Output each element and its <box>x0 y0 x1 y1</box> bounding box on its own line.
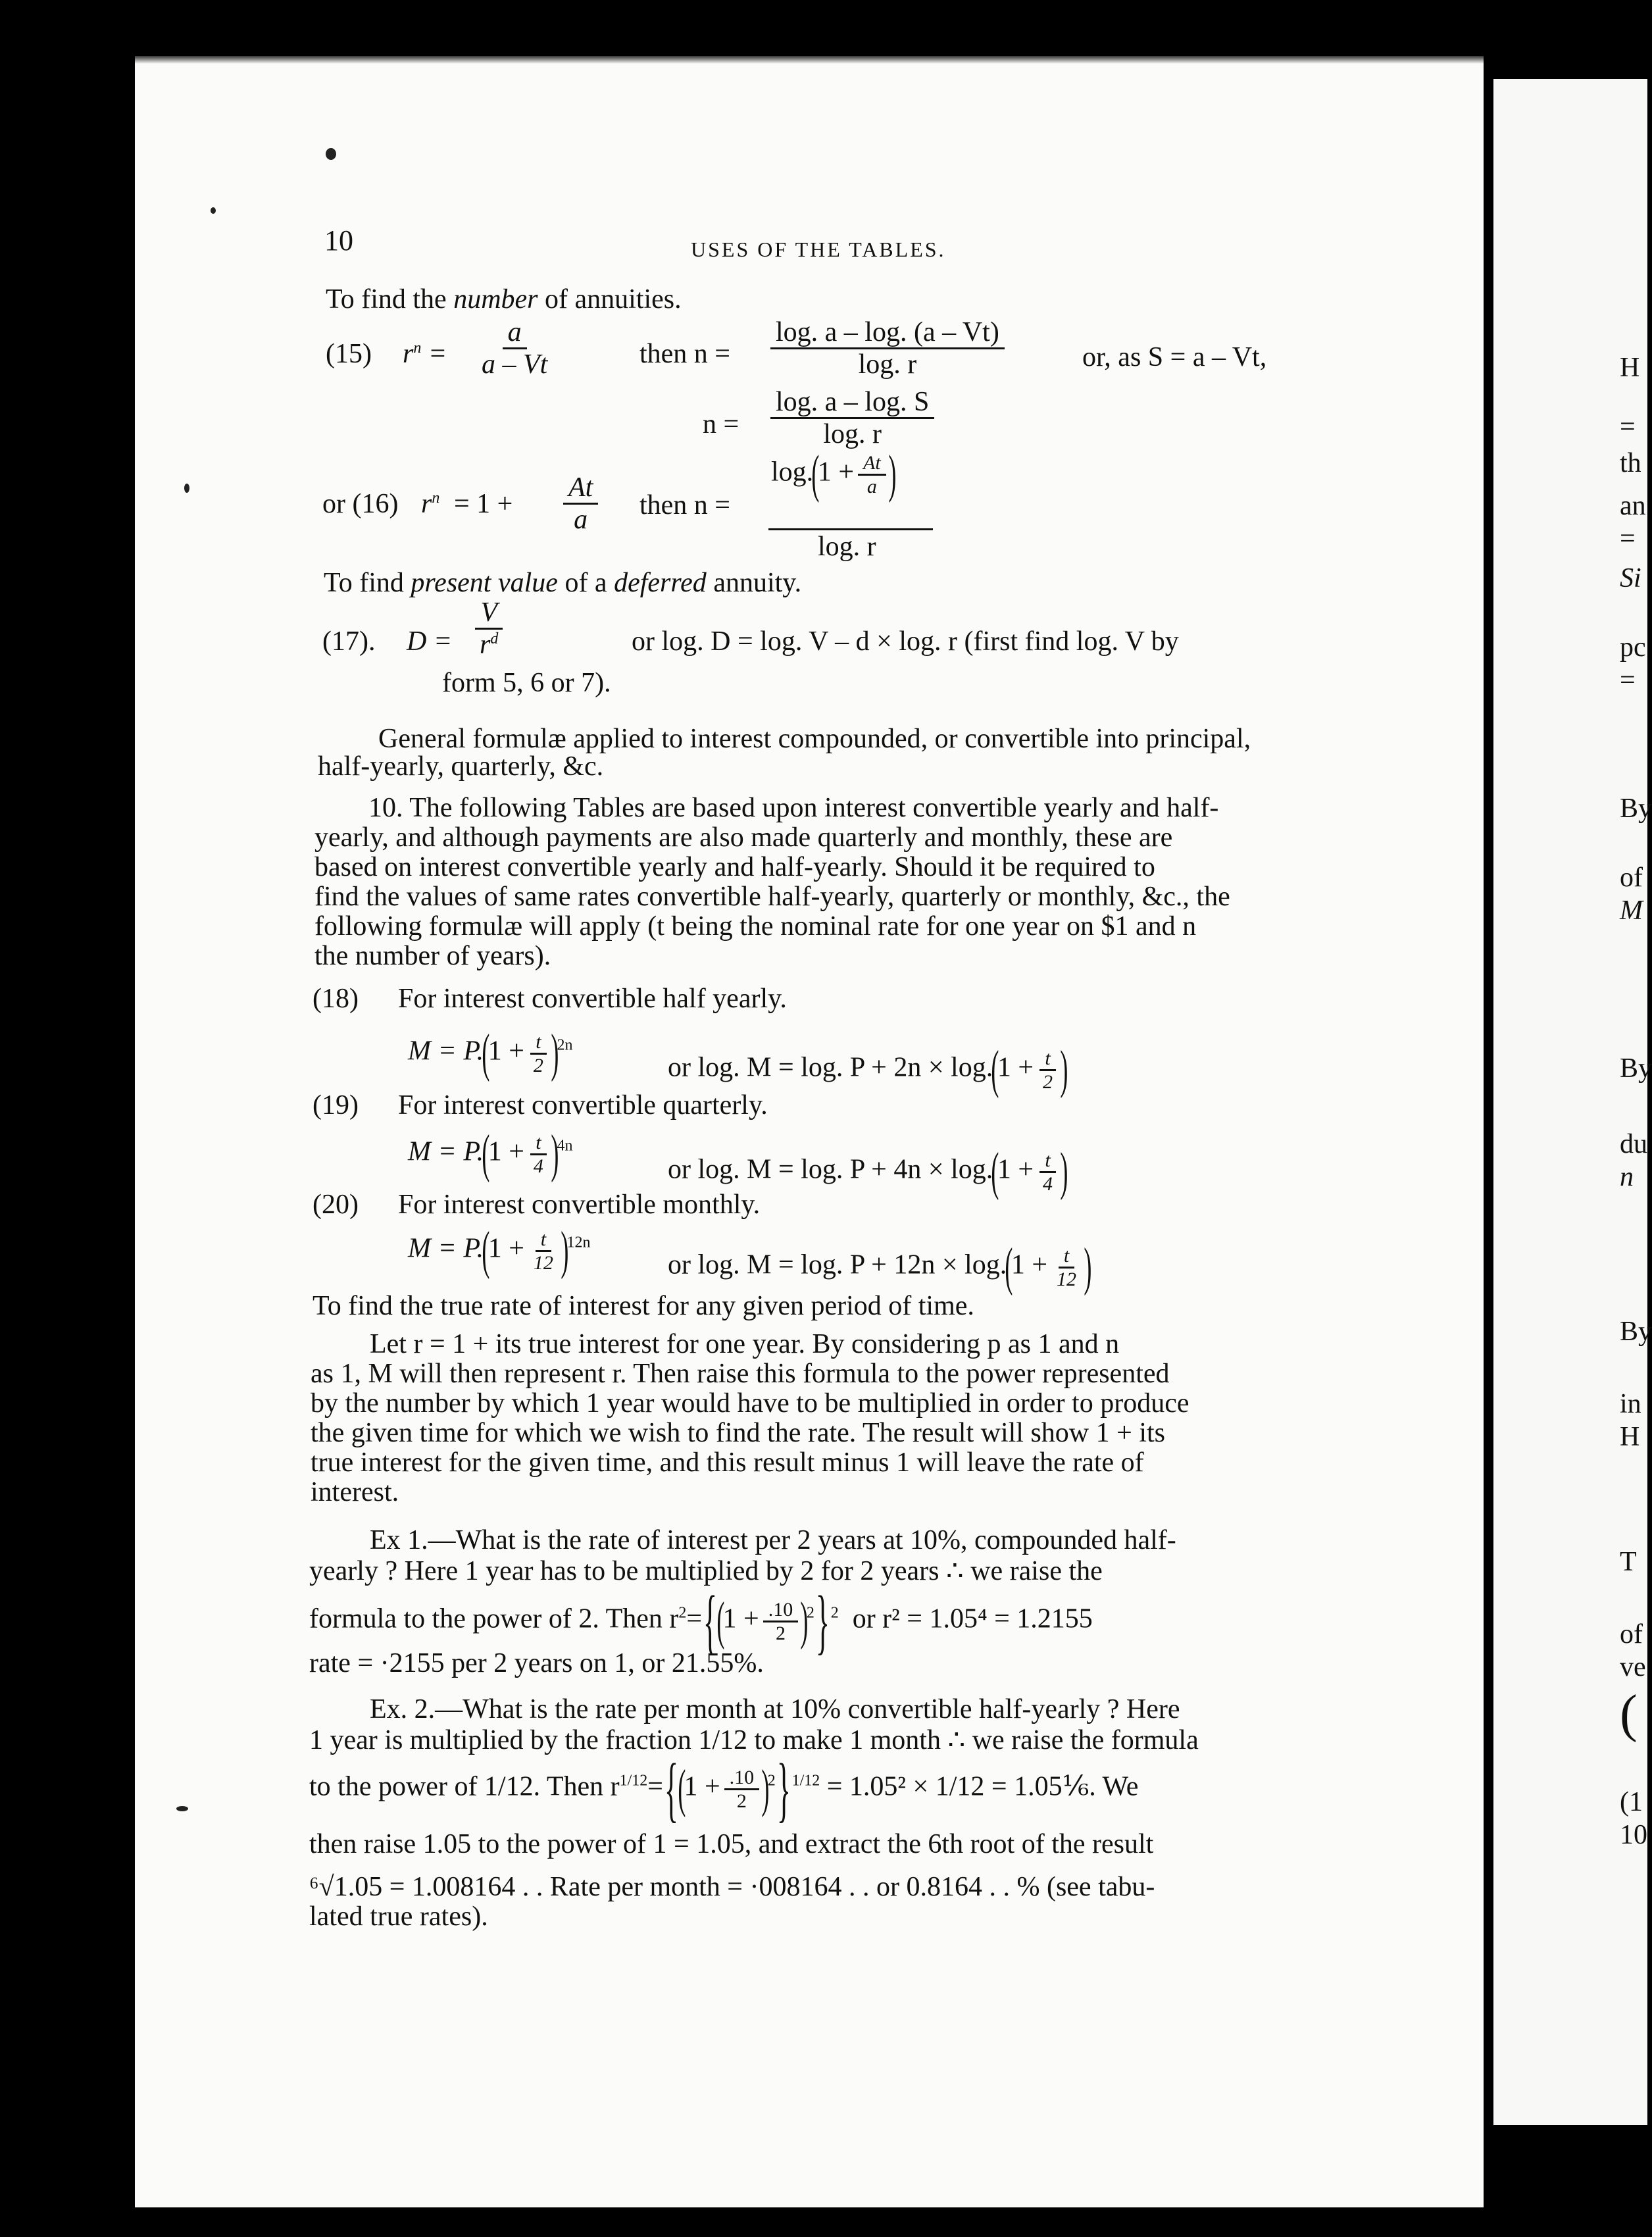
formula-18-log: or log. M = log. P + 2n × log.(1 + $\frac{t}{2}$ ) <box>668 1041 1068 1099</box>
facing-fragment: By <box>1620 1053 1652 1084</box>
body-text: by the number by which 1 year would have to be multiplied in order to produce <box>311 1388 1189 1419</box>
page-gutter <box>1484 53 1493 2217</box>
formula-15-label: (15) <box>326 339 372 369</box>
formula-19-lhs: M = P.(1 + $\frac{t}{4}$ )$^{4n}$ <box>408 1125 573 1183</box>
facing-fragment: = <box>1620 412 1636 442</box>
formula-16-denominator: log. r <box>818 532 876 562</box>
formula-20-title: For interest convertible monthly. <box>398 1190 761 1220</box>
formula-15-log-fraction: $\frac{\log. a - \log. (a - Vt)}{\log. r}$ <box>766 317 1009 380</box>
formula-19-label: (19) <box>313 1090 359 1120</box>
body-text: Let r = 1 + its true interest for one year. By considering p as 1 and n <box>370 1329 1120 1359</box>
page-number: 10 <box>324 224 353 257</box>
formula-17-log: or log. D = log. V – d × log. r (first find log. V by <box>632 626 1179 657</box>
formula-16-then: then n = <box>639 490 730 520</box>
body-text: true interest for the given time, and this result minus 1 will leave the rate of <box>311 1447 1144 1478</box>
facing-fragment: = <box>1620 665 1636 695</box>
facing-fragment: H <box>1620 353 1640 383</box>
formula-20-label: (20) <box>313 1190 359 1220</box>
facing-fragment: in <box>1620 1389 1641 1419</box>
body-text: the given time for which we wish to find the rate. The result will show 1 + its <box>311 1418 1166 1448</box>
formula-18-label: (18) <box>313 984 359 1014</box>
section-heading: To find the number of annuities. <box>326 284 682 314</box>
formula-15-lhs: $r^n$ = <box>403 339 447 369</box>
dust-speck <box>176 1806 188 1811</box>
formula-16-numerator: log.(1 + $\frac{At}{a}$ ) <box>771 445 896 503</box>
facing-fragment: (1 <box>1620 1787 1643 1817</box>
formula-16-eq: = 1 + <box>454 489 513 519</box>
dust-speck <box>184 484 189 493</box>
formula-17-continuation: form 5, 6 or 7). <box>442 668 611 698</box>
formula-19-log: or log. M = log. P + 4n × log.(1 + $\frac{t}{4}$ ) <box>668 1143 1068 1201</box>
example-1-line: rate = ·2155 per 2 years on 1, or 21.55%. <box>309 1648 764 1678</box>
facing-fragment: By <box>1620 1317 1652 1347</box>
dust-speck <box>211 207 216 214</box>
formula-16-lhs: $r^n$ <box>421 489 440 519</box>
paragraph-10-line: the number of years). <box>314 941 551 971</box>
facing-page <box>1493 79 1647 2125</box>
formula-18-title: For interest convertible half yearly. <box>398 984 787 1014</box>
paragraph-10-line: following formulæ will apply (t being the nominal rate for one year on $1 and n <box>314 911 1197 942</box>
facing-fragment: M <box>1620 895 1643 926</box>
example-2-formula: to the power of 1/12. Then $r^{1/12}=\{(1$ + $\frac{.10}{2}$ )$^2$}$^{1/12}$ = 1.05² × 1/12 = 1.05⅙. We <box>309 1749 1139 1829</box>
facing-fragment: of <box>1620 863 1643 893</box>
facing-fragment: T <box>1620 1547 1637 1577</box>
dust-speck <box>326 148 336 160</box>
formula-17-label: (17). <box>322 626 376 657</box>
fraction-bar <box>768 528 933 530</box>
formula-16-label: or (16) <box>322 489 399 519</box>
running-head: USES OF THE TABLES. <box>691 238 946 261</box>
facing-fragment: th <box>1620 448 1641 478</box>
formula-17-lhs: D = <box>407 626 453 657</box>
paragraph-10-line: 10. The following Tables are based upon interest convertible yearly and half- <box>368 793 1219 823</box>
example-1-line: yearly ? Here 1 year has to be multiplied by 2 for 2 years ∴ we raise the <box>309 1556 1103 1586</box>
formula-16-fraction: $\frac{At}{a}$ <box>559 472 602 535</box>
example-2-line: ⁶√1.05 = 1.008164 . . Rate per month = ·008164 . . or 0.8164 . . % (see tabu- <box>309 1872 1155 1902</box>
formula-15-fraction: $\frac{a}{a - Vt}$ <box>482 317 548 380</box>
section-heading: To find present value of a deferred annuity. <box>324 568 802 598</box>
formula-15-log-fraction-s: $\frac{\log. a - \log. S}{\log. r}$ <box>766 387 938 449</box>
paragraph-10-line: find the values of same rates convertible half-yearly, quarterly or monthly, &c., the <box>314 882 1230 912</box>
formula-17-fraction: $\frac{V}{r^d}$ <box>470 597 507 660</box>
facing-fragment: an <box>1620 491 1646 521</box>
facing-fragment: 10 <box>1620 1820 1647 1850</box>
facing-fragment: ( <box>1620 1685 1638 1743</box>
facing-fragment: of <box>1620 1619 1643 1649</box>
facing-fragment: By <box>1620 793 1652 824</box>
paragraph-10-line: yearly, and although payments are also made quarterly and monthly, these are <box>314 822 1173 853</box>
facing-fragment: n <box>1620 1162 1634 1192</box>
formula-20-lhs: M = P.(1 + $\frac{t}{12}$ )$^{12n}$ <box>408 1222 591 1280</box>
facing-fragment: = <box>1620 524 1636 554</box>
facing-fragment: ve <box>1620 1652 1646 1682</box>
formula-18-lhs: M = P.(1 + $\frac{t}{2}$ )$^{2n}$ <box>408 1024 573 1082</box>
example-2-line: lated true rates). <box>309 1901 488 1932</box>
facing-fragment: H <box>1620 1422 1640 1452</box>
formula-15-n: n = <box>703 409 739 440</box>
paragraph-10-line: based on interest convertible yearly and half-yearly. Should it be required to <box>314 852 1155 882</box>
section-heading: To find the true rate of interest for any given period of time. <box>313 1291 974 1321</box>
facing-fragment: du <box>1620 1129 1647 1159</box>
body-text: General formulæ applied to interest compounded, or convertible into principal, <box>378 724 1251 754</box>
formula-15-then: then n = <box>639 339 730 369</box>
example-1-formula: formula to the power of 2. Then $r^2=\{(1$ + $\frac{.10}{2}$ )$^2$}$^2$ or r² = 1.05⁴ = 1.2155 <box>309 1581 1093 1661</box>
formula-19-title: For interest convertible quarterly. <box>398 1090 768 1120</box>
example-2-line: 1 year is multiplied by the fraction 1/12 to make 1 month ∴ we raise the formula <box>309 1725 1199 1755</box>
body-text: as 1, M will then represent r. Then raise this formula to the power represented <box>311 1359 1170 1389</box>
example-2-line: Ex. 2.—What is the rate per month at 10% convertible half-yearly ? Here <box>370 1694 1180 1724</box>
body-text: interest. <box>311 1477 399 1507</box>
facing-fragment: Si <box>1620 563 1641 593</box>
example-1-line: Ex 1.—What is the rate of interest per 2 years at 10%, compounded half- <box>370 1525 1176 1555</box>
example-2-line: then raise 1.05 to the power of 1 = 1.05, and extract the 6th root of the result <box>309 1829 1154 1859</box>
body-text: half-yearly, quarterly, &c. <box>318 751 604 782</box>
formula-15-alternative: or, as S = a – Vt, <box>1082 342 1267 372</box>
formula-20-log: or log. M = log. P + 12n × log.(1 + $\frac{t}{12}$ ) <box>668 1238 1092 1296</box>
facing-fragment: pc <box>1620 632 1646 663</box>
